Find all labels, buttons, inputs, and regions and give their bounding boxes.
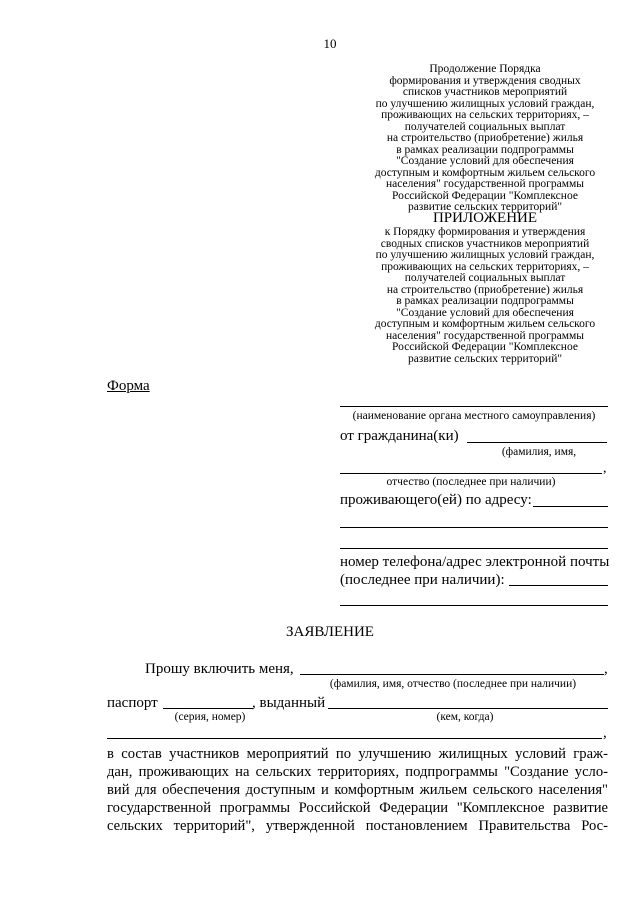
request-comma: , bbox=[604, 661, 608, 677]
page-number: 10 bbox=[323, 36, 337, 51]
passport-label: паспорт bbox=[107, 695, 158, 711]
continuation-header bbox=[350, 64, 620, 214]
authority-caption: (наименование органа местного самоуправления) bbox=[352, 410, 596, 422]
issued-by-caption: (кем, когда) bbox=[436, 711, 494, 723]
contact-label: номер телефона/адрес электронной почты bbox=[340, 554, 610, 570]
appendix-line: к Порядку формирования и утверждения bbox=[384, 226, 586, 238]
form-label: Форма bbox=[107, 378, 150, 394]
appendix-line: по улучшению жилищных условий граждан, bbox=[375, 249, 595, 261]
passport-comma: , bbox=[603, 725, 607, 741]
body-line: сельских территорий", утвержденной постановлением Правительства Рос- bbox=[107, 818, 608, 834]
body-line: дан, проживающих на сельских территориях, подпрограммы "Создание усло- bbox=[107, 764, 608, 780]
appendix-line: проживающих на сельских территориях, – bbox=[381, 260, 589, 273]
applicant-fio-line[interactable] bbox=[300, 674, 604, 675]
passport-issued-line[interactable] bbox=[328, 708, 608, 709]
appendix-line: сводных списков участников мероприятий bbox=[380, 237, 590, 250]
continuation-line: "Создание условий для обеспечения bbox=[396, 155, 574, 167]
continuation-line: получателей социальных выплат bbox=[404, 120, 566, 133]
authority-name-line[interactable] bbox=[340, 406, 608, 407]
issued-label: , выданный bbox=[252, 695, 326, 711]
continuation-line: списков участников мероприятий bbox=[402, 86, 568, 98]
contact-label-2: (последнее при наличии): bbox=[340, 572, 505, 588]
from-label: от гражданина(ки) bbox=[340, 428, 459, 444]
continuation-line: Российской Федерации "Комплексное bbox=[392, 189, 578, 202]
continuation-line: по улучшению жилищных условий граждан, bbox=[375, 97, 595, 110]
continuation-line: доступным и комфортным жильем сельского bbox=[374, 166, 596, 179]
appendix-block bbox=[350, 227, 620, 365]
contact-line-1[interactable] bbox=[509, 585, 608, 586]
address-line-3[interactable] bbox=[340, 548, 608, 549]
patronymic-line[interactable] bbox=[340, 473, 602, 474]
contact-line-2[interactable] bbox=[340, 605, 608, 606]
appendix-line: на строительство (приобретение) жилья bbox=[386, 283, 584, 296]
appendix-title: ПРИЛОЖЕНИЕ bbox=[432, 210, 538, 226]
statement-body bbox=[107, 745, 608, 835]
continuation-line: на строительство (приобретение) жилья bbox=[386, 132, 584, 144]
name-caption: (фамилия, имя, bbox=[501, 446, 577, 458]
body-line: вий для обеспечения доступным и комфортным жильем сельского населения" bbox=[107, 782, 608, 798]
series-caption: (серия, номер) bbox=[174, 711, 246, 723]
appendix-line: развитие сельских территорий" bbox=[407, 352, 563, 365]
appendix-line: Российской Федерации "Комплексное bbox=[392, 341, 578, 353]
passport-continuation-line[interactable] bbox=[107, 738, 602, 739]
continuation-line: Продолжение Порядка bbox=[429, 63, 541, 75]
continuation-line: в рамках реализации подпрограммы bbox=[396, 143, 574, 156]
appendix-line: "Создание условий для обеспечения bbox=[396, 306, 574, 319]
continuation-line: проживающих на сельских территориях, – bbox=[381, 109, 589, 121]
continuation-line: формирования и утверждения сводных bbox=[389, 74, 581, 87]
address-line-1[interactable] bbox=[533, 506, 608, 507]
appendix-line: доступным и комфортным жильем сельского bbox=[374, 318, 596, 330]
passport-series-line[interactable] bbox=[163, 708, 253, 709]
continuation-line: развитие сельских территорий" bbox=[407, 201, 563, 213]
address-label: проживающего(ей) по адресу: bbox=[340, 492, 532, 508]
appendix-line: населения" государственной программы bbox=[386, 329, 584, 342]
line-end-comma: , bbox=[603, 461, 607, 476]
fio-caption: (фамилия, имя, отчество (последнее при наличии) bbox=[329, 678, 577, 690]
request-label: Прошу включить меня, bbox=[145, 661, 294, 677]
patronymic-caption: отчество (последнее при наличии) bbox=[386, 476, 556, 488]
body-line: государственной программы Российской Федерации "Комплексное развитие bbox=[107, 800, 608, 816]
continuation-line: населения" государственной программы bbox=[386, 178, 584, 190]
body-line: в состав участников мероприятий по улучшению жилищных условий граж- bbox=[107, 746, 608, 762]
address-line-2[interactable] bbox=[340, 527, 608, 528]
appendix-line: получателей социальных выплат bbox=[404, 272, 566, 284]
statement-title: ЗАЯВЛЕНИЕ bbox=[286, 624, 374, 640]
applicant-name-line[interactable] bbox=[467, 442, 607, 443]
appendix-line: в рамках реализации подпрограммы bbox=[396, 295, 574, 307]
